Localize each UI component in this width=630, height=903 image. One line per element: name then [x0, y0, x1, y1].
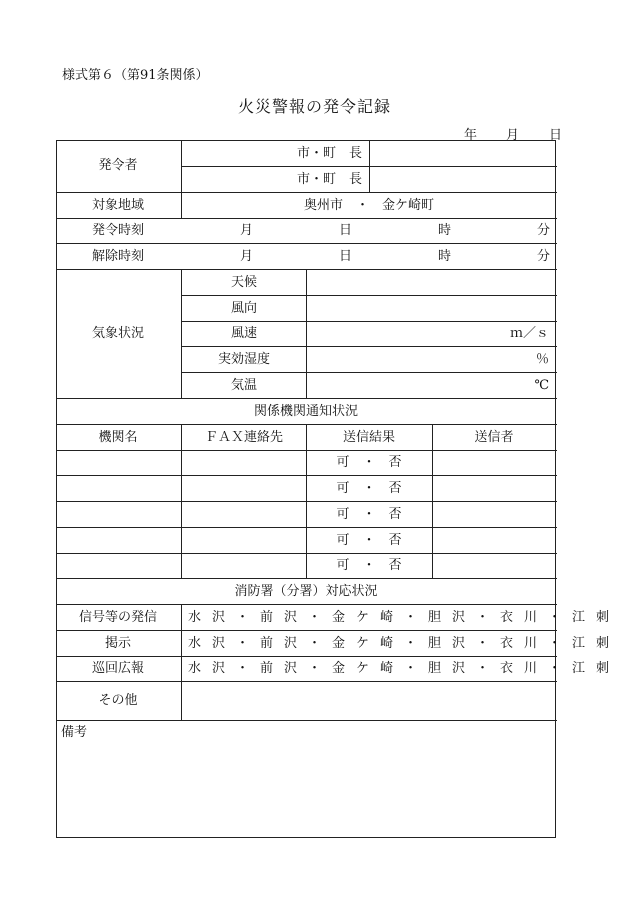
weather-item-wind-speed: 風速	[230, 326, 258, 341]
notification-header-agency: 機関名	[98, 430, 138, 445]
cancel-time-hour: 時	[438, 249, 452, 264]
weather-label: 気象状況	[91, 326, 145, 341]
issuer-label: 発令者	[98, 158, 138, 173]
notification-result-option: 可 ・ 否	[336, 481, 402, 496]
issuer-position-2: 市・町 長	[296, 172, 362, 187]
issuer-position-1: 市・町 長	[296, 146, 362, 161]
target-area-label: 対象地域	[91, 198, 145, 213]
notification-header-sender: 送信者	[474, 430, 514, 445]
weather-item-humidity: 実効湿度	[217, 352, 271, 367]
notification-header-result: 送信結果	[342, 430, 396, 445]
notification-result-option: 可 ・ 否	[336, 533, 402, 548]
cancel-time-minute: 分	[537, 249, 551, 264]
cancel-time-label: 解除時刻	[91, 249, 145, 264]
fire-dept-row-label: 信号等の発信	[78, 610, 158, 625]
issue-time-minute: 分	[537, 223, 551, 238]
cancel-time-day: 日	[339, 249, 353, 264]
issue-time-month: 月	[240, 223, 254, 238]
date-year-label: 年	[464, 128, 478, 143]
date-day-label: 日	[549, 128, 563, 143]
target-area-value: 奥州市 ・ 金ケ崎町	[303, 198, 435, 213]
fire-dept-row-stations: 水沢・前沢・金ケ崎・胆沢・衣川・江刺	[188, 636, 621, 651]
weather-unit-wind-speed: ｍ／ｓ	[509, 326, 549, 341]
date-month-label: 月	[506, 128, 520, 143]
issue-time-label: 発令時刻	[91, 223, 145, 238]
issue-time-hour: 時	[438, 223, 452, 238]
notification-result-option: 可 ・ 否	[336, 507, 402, 522]
notification-header-fax: ＦＡＸ連絡先	[204, 430, 284, 445]
notification-section-title: 関係機関通知状況	[253, 404, 359, 419]
notification-result-option: 可 ・ 否	[336, 455, 402, 470]
fire-dept-row-label: 巡回広報	[91, 661, 145, 676]
fire-dept-section-title: 消防署（分署）対応状況	[234, 584, 378, 599]
fire-dept-row-label: 掲示	[104, 636, 132, 651]
page-title: 火災警報の発令記録	[238, 97, 392, 116]
form-number: 様式第６（第91条関係）	[62, 68, 209, 83]
fire-dept-row-stations: 水沢・前沢・金ケ崎・胆沢・衣川・江刺	[188, 610, 621, 625]
notification-result-option: 可 ・ 否	[336, 558, 402, 573]
remarks-label: 備考	[61, 725, 88, 740]
weather-item-sky: 天候	[230, 275, 258, 290]
fire-dept-row-stations: 水沢・前沢・金ケ崎・胆沢・衣川・江刺	[188, 661, 621, 676]
fire-dept-other-label: その他	[98, 693, 138, 708]
weather-item-wind-direction: 風向	[230, 301, 258, 316]
weather-item-temperature: 気温	[230, 378, 258, 393]
cancel-time-month: 月	[240, 249, 254, 264]
issue-time-day: 日	[339, 223, 353, 238]
weather-unit-humidity: ％	[535, 352, 549, 367]
weather-unit-temperature: ℃	[534, 378, 549, 393]
